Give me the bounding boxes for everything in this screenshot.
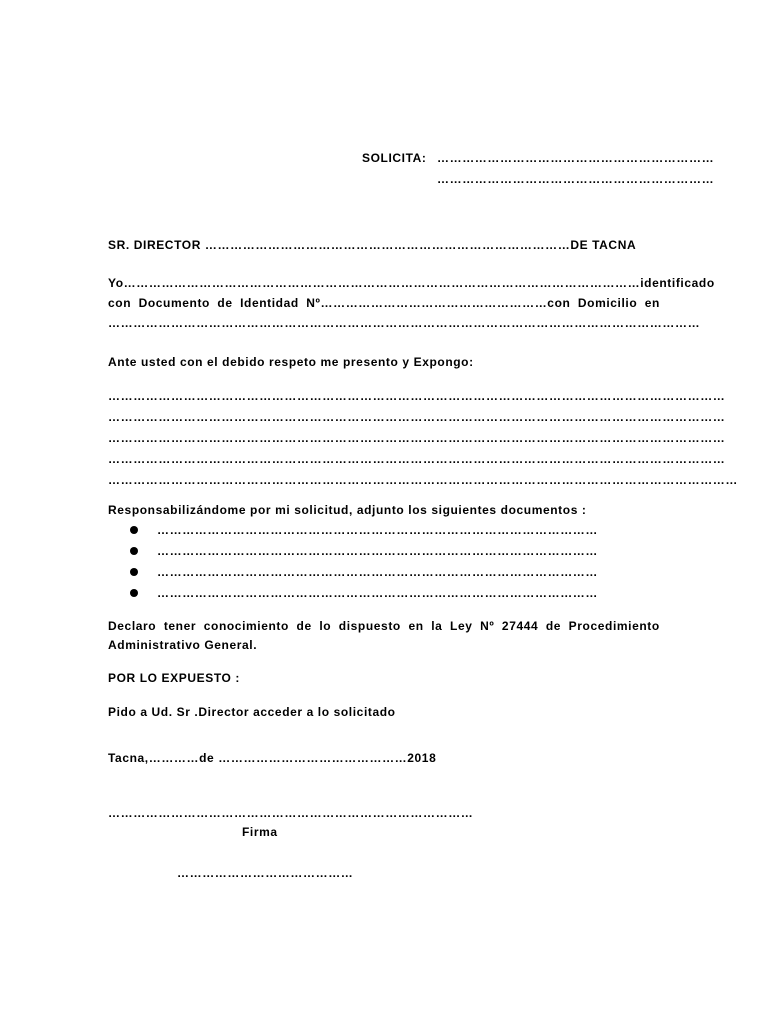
bullet-icon [130,568,138,576]
identification-word: en [644,296,660,310]
expongo-line: ………………………………………………………………………………………………………………………………… [108,431,726,445]
identification-line-3: …………………………………………………………………………………………………………………………… [108,316,701,330]
declaration-line-2: Administrativo General. [108,638,258,652]
identification-word: Documento [138,296,210,310]
declaration-word: Ley [450,619,473,633]
declaration-line-1 [108,618,660,634]
expongo-intro: Ante usted con el debido respeto me presento y Expongo: [108,355,474,369]
declaration-word: de [545,619,562,633]
expongo-line: …………………………………………………………………………………………………………………………………… [108,473,738,487]
por-lo-expuesto-heading: POR LO EXPUESTO : [108,671,240,685]
declaration-word: Procedimiento [568,619,660,633]
documento-item: …………………………………………………………………………………………… [157,544,598,558]
identification-word: con [108,296,132,310]
documentos-intro: Responsabilizándome por mi solicitud, adjunto los siguientes documentos : [108,503,587,517]
identification-word: de [217,296,233,310]
signature-line: …………………………………………………………………………… [108,806,474,820]
declaration-word: Declaro [108,619,157,633]
date-line: Tacna,…………de ………………………………………2018 [108,751,437,765]
declaration-word: la [431,619,443,633]
declaration-word: tener [163,619,197,633]
declaration-word: dispuesto [338,619,401,633]
bullet-icon [130,589,138,597]
declaration-word: lo [319,619,332,633]
documento-item: …………………………………………………………………………………………… [157,523,598,537]
signature-label: Firma [242,825,278,839]
declaration-word: Nº [480,619,495,633]
identification-line-2 [108,295,660,311]
signature-extra-line: …………………………………… [177,866,354,880]
declaration-word: 27444 [501,619,539,633]
addressee-line: SR. DIRECTOR ……………………………………………………………………………DE TACNA [108,238,637,252]
solicita-label: SOLICITA: [362,151,427,165]
documento-item: …………………………………………………………………………………………… [157,565,598,579]
request-line: Pido a Ud. Sr .Director acceder a lo solicitado [108,705,396,719]
declaration-word: en [408,619,424,633]
bullet-icon [130,547,138,555]
identification-word: Identidad [240,296,299,310]
solicita-line-1: ………………………………………………………… [437,151,715,165]
declaration-word: de [296,619,312,633]
identification-word: Domicilio [577,296,638,310]
declaration-word: conocimiento [203,619,289,633]
identification-word: Nº………………………………………………con [306,296,571,310]
bullet-icon [130,526,138,534]
identification-line-1: Yo……………………………………………………………………………………………………………identificado [108,276,715,290]
expongo-line: ………………………………………………………………………………………………………………………………… [108,389,726,403]
documento-item: …………………………………………………………………………………………… [157,586,598,600]
expongo-line: ………………………………………………………………………………………………………………………………… [108,410,726,424]
expongo-line: ………………………………………………………………………………………………………………………………… [108,452,726,466]
solicita-line-2: ………………………………………………………… [437,172,715,186]
